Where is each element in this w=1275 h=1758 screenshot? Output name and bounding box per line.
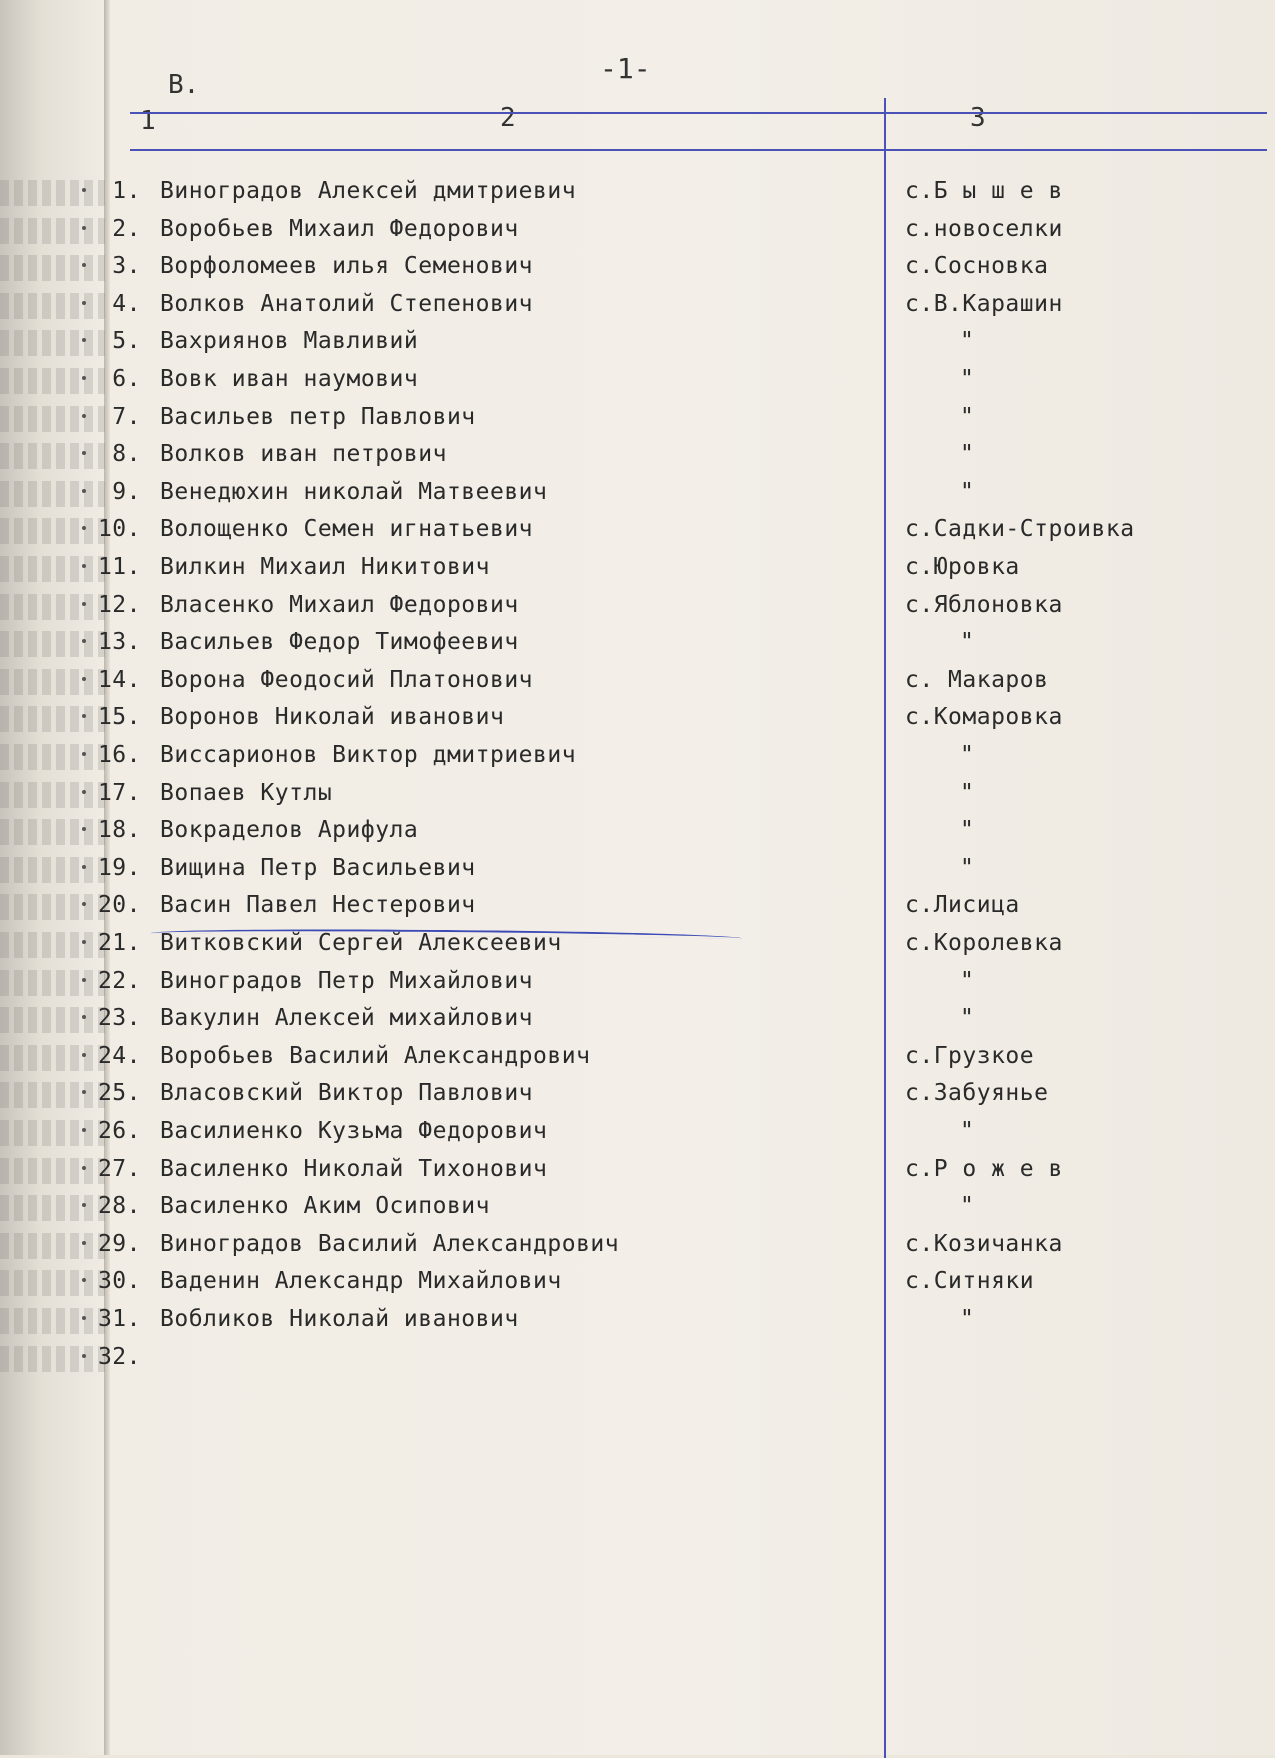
list-item	[0, 1306, 1275, 1336]
entry-number: 9.	[112, 479, 141, 505]
entry-name: Вокраделов Арифула	[160, 817, 419, 843]
list-item	[0, 629, 1275, 659]
entry-name: Вахриянов Мавливий	[160, 328, 419, 354]
list-item	[0, 780, 1275, 810]
list-item	[0, 1193, 1275, 1223]
entry-name: Волощенко Семен игнатьевич	[160, 516, 534, 542]
entry-number: 5.	[112, 328, 141, 354]
entry-number: 11.	[97, 554, 141, 580]
entry-name: Василенко Николай Тихонович	[160, 1156, 548, 1182]
entry-village: с.Королевка	[905, 930, 1063, 956]
list-item	[0, 291, 1275, 321]
column-header-1: 1	[140, 106, 156, 136]
list-item	[0, 592, 1275, 622]
entry-village-ditto: "	[960, 441, 975, 467]
entry-village-ditto: "	[960, 1118, 975, 1144]
entry-village-ditto: "	[960, 855, 975, 881]
list-item	[0, 817, 1275, 847]
entry-village-ditto: "	[960, 1193, 975, 1219]
entry-village-ditto: "	[960, 1005, 975, 1031]
list-item	[0, 1005, 1275, 1035]
list-item	[0, 704, 1275, 734]
entry-village: с.Садки-Строивка	[905, 516, 1135, 542]
entry-village: с.Р о ж е в	[905, 1156, 1063, 1182]
entry-number: 20.	[97, 892, 141, 918]
entry-number: 24.	[97, 1043, 141, 1069]
list-item	[0, 328, 1275, 358]
list-item	[0, 1043, 1275, 1073]
entry-village-ditto: "	[960, 742, 975, 768]
entry-number: 16.	[97, 742, 141, 768]
entry-village-ditto: "	[960, 1306, 975, 1332]
entry-name: Воробьев Михаил Федорович	[160, 216, 519, 242]
header-rule-bottom	[130, 149, 1267, 151]
entry-name: Вакулин Алексей михайлович	[160, 1005, 534, 1031]
column-header-3: 3	[970, 103, 986, 133]
list-item	[0, 1344, 1275, 1374]
entry-village: с.новоселки	[905, 216, 1063, 242]
list-item	[0, 441, 1275, 471]
entry-number: 31.	[97, 1306, 141, 1332]
list-item	[0, 1118, 1275, 1148]
entry-number: 27.	[97, 1156, 141, 1182]
entry-name: Венедюхин николай Матвеевич	[160, 479, 548, 505]
list-item	[0, 1080, 1275, 1110]
entry-village-ditto: "	[960, 479, 975, 505]
entry-village: с.Лисица	[905, 892, 1020, 918]
list-item	[0, 178, 1275, 208]
header-rule-top	[130, 112, 1267, 114]
entry-name: Василенко Аким Осипович	[160, 1193, 490, 1219]
entry-name: Вовк иван наумович	[160, 366, 419, 392]
entry-number: 13.	[97, 629, 141, 655]
page-number: -1-	[600, 52, 651, 85]
list-item	[0, 516, 1275, 546]
entry-name: Волков Анатолий Степенович	[160, 291, 534, 317]
entry-village-ditto: "	[960, 366, 975, 392]
entry-name: Вищина Петр Васильевич	[160, 855, 476, 881]
entry-name: Василиенко Кузьма Федорович	[160, 1118, 548, 1144]
section-letter: В.	[168, 70, 200, 100]
entry-name: Виноградов Василий Александрович	[160, 1231, 620, 1257]
entry-name: Васильев Федор Тимофеевич	[160, 629, 519, 655]
entry-number: 7.	[112, 404, 141, 430]
column-header-2: 2	[500, 103, 516, 133]
entry-village: с.Комаровка	[905, 704, 1063, 730]
entry-village: с.Козичанка	[905, 1231, 1063, 1257]
list-item	[0, 855, 1275, 885]
entry-number: 15.	[97, 704, 141, 730]
entry-number: 30.	[97, 1268, 141, 1294]
list-item	[0, 253, 1275, 283]
entry-village-ditto: "	[960, 780, 975, 806]
entry-number: 10.	[97, 516, 141, 542]
entry-number: 32.	[97, 1344, 141, 1370]
entry-village-ditto: "	[960, 968, 975, 994]
entry-village: с. Макаров	[905, 667, 1049, 693]
entry-village: с.Б ы ш е в	[905, 178, 1063, 204]
entry-number: 6.	[112, 366, 141, 392]
entry-name: Власенко Михаил Федорович	[160, 592, 519, 618]
entry-number: 8.	[112, 441, 141, 467]
entry-name: Васильев петр Павлович	[160, 404, 476, 430]
entry-number: 12.	[97, 592, 141, 618]
entry-village: с.Грузкое	[905, 1043, 1035, 1069]
entry-name: Виноградов Петр Михайлович	[160, 968, 534, 994]
entry-number: 3.	[112, 253, 141, 279]
entry-name: Васин Павел Нестерович	[160, 892, 476, 918]
entry-number: 23.	[97, 1005, 141, 1031]
entry-number: 29.	[97, 1231, 141, 1257]
entry-name: Ворфоломеев илья Семенович	[160, 253, 534, 279]
list-item	[0, 892, 1275, 922]
entry-name: Вопаев Кутлы	[160, 780, 333, 806]
entry-number: 28.	[97, 1193, 141, 1219]
list-item	[0, 479, 1275, 509]
entry-village: с.Забуянье	[905, 1080, 1049, 1106]
entry-name: Виноградов Алексей дмитриевич	[160, 178, 577, 204]
entry-village: с.В.Карашин	[905, 291, 1063, 317]
entry-name: Воробьев Василий Александрович	[160, 1043, 591, 1069]
entry-name: Вилкин Михаил Никитович	[160, 554, 490, 580]
entry-number: 17.	[97, 780, 141, 806]
list-item	[0, 742, 1275, 772]
list-item	[0, 554, 1275, 584]
entry-number: 22.	[97, 968, 141, 994]
list-item	[0, 1156, 1275, 1186]
entry-village-ditto: "	[960, 817, 975, 843]
entry-name: Вобликов Николай иванович	[160, 1306, 519, 1332]
entry-number: 19.	[97, 855, 141, 881]
entry-number: 14.	[97, 667, 141, 693]
entry-number: 21.	[97, 930, 141, 956]
entry-name: Воронов Николай иванович	[160, 704, 505, 730]
entry-village-ditto: "	[960, 404, 975, 430]
entry-village: с.Юровка	[905, 554, 1020, 580]
entry-name: Ваденин Александр Михайлович	[160, 1268, 562, 1294]
entry-name: Витковский Сергей Алексеевич	[160, 930, 562, 956]
entry-name: Власовский Виктор Павлович	[160, 1080, 534, 1106]
entry-name: Волков иван петрович	[160, 441, 447, 467]
entry-name: Ворона Феодосий Платонович	[160, 667, 534, 693]
list-item	[0, 366, 1275, 396]
list-item	[0, 667, 1275, 697]
entry-village: с.Яблоновка	[905, 592, 1063, 618]
list-item	[0, 404, 1275, 434]
entry-number: 25.	[97, 1080, 141, 1106]
entry-village-ditto: "	[960, 629, 975, 655]
list-item	[0, 968, 1275, 998]
list-item	[0, 1231, 1275, 1261]
entry-number: 26.	[97, 1118, 141, 1144]
list-item	[0, 216, 1275, 246]
list-item	[0, 1268, 1275, 1298]
entry-number: 1.	[112, 178, 141, 204]
entry-name: Виссарионов Виктор дмитриевич	[160, 742, 577, 768]
entry-number: 18.	[97, 817, 141, 843]
entry-village-ditto: "	[960, 328, 975, 354]
entry-number: 2.	[112, 216, 141, 242]
entry-village: с.Сосновка	[905, 253, 1049, 279]
entry-number: 4.	[112, 291, 141, 317]
entry-village: с.Ситняки	[905, 1268, 1035, 1294]
